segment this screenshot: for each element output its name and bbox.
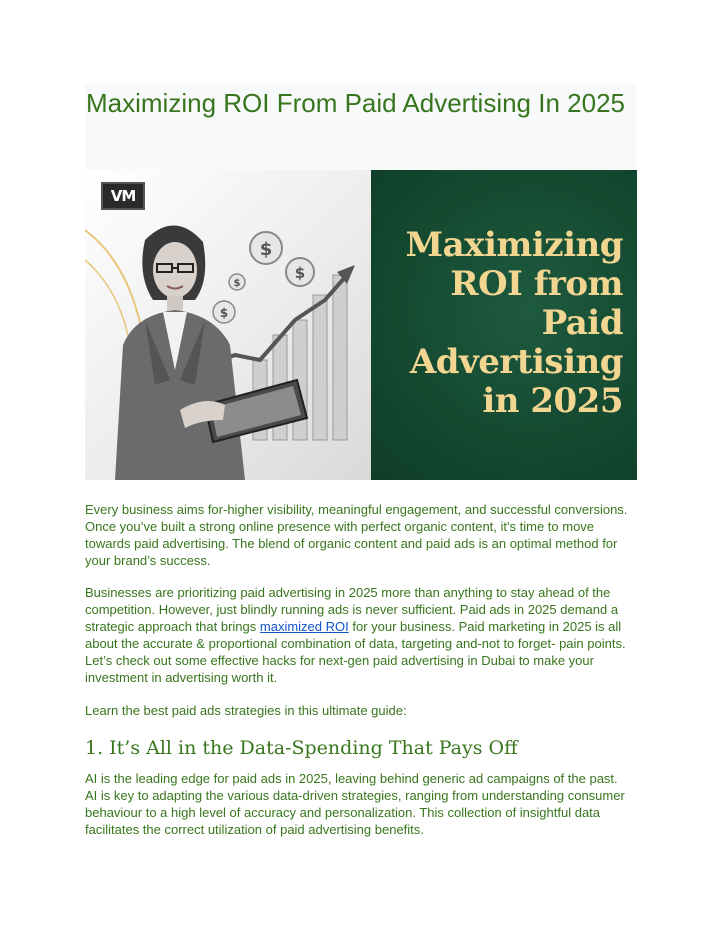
paragraph-text: for your business. Paid marketing in 2025 is all about the accurate & proportional combination of data, targeting and-not to forget- pain points. Let’s check out some effective hacks for next-gen paid advertising in Dubai to make your investment in advertising worth it.	[85, 619, 626, 685]
page-title: Maximizing ROI From Paid Advertising In 2025	[86, 88, 625, 118]
businesswoman-chart-illustration	[85, 170, 371, 480]
hero-title-line: ROI from	[450, 264, 623, 304]
hero-title-panel	[371, 170, 637, 480]
svg-text:$: $	[259, 239, 273, 260]
paragraph-priorities	[85, 584, 630, 686]
dollar-coin-icon	[250, 232, 282, 264]
section-heading: 1. It’s All in the Data-Spending That Pays Off	[85, 737, 518, 759]
hero-image	[85, 170, 637, 480]
svg-text:$: $	[219, 306, 229, 320]
hero-illustration	[85, 170, 371, 480]
paragraph-ai: AI is the leading edge for paid ads in 2025, leaving behind generic ad campaigns of the past. AI is key to adapting the various data-driven strategies, ranging from understanding consumer behaviour to a high level of accuracy and personalization. This collection of insightful data facilitates the correct utilization of paid advertising benefits.	[85, 771, 625, 837]
paragraph-intro: Every business aims for-higher visibility, meaningful engagement, and successful conversions. Once you’ve built a strong online presence with perfect organic content, it's time to move towards paid advertising. The blend of organic content and paid ads is an optimal method for your brand’s success.	[85, 502, 628, 568]
svg-text:$: $	[233, 278, 241, 289]
hero-title-line: Paid	[541, 303, 623, 343]
dollar-coin-icon	[286, 258, 314, 286]
hero-title-line: in 2025	[482, 381, 623, 421]
businesswoman-figure	[115, 225, 245, 480]
chart-bar-5	[333, 275, 347, 440]
title-box	[85, 84, 636, 170]
paragraph-guide-intro: Learn the best paid ads strategies in this ultimate guide:	[85, 703, 407, 718]
hero-title-line: Advertising	[409, 342, 623, 382]
svg-text:$: $	[294, 264, 306, 282]
paragraph-text: Businesses are prioritizing paid advertising in 2025 more than anything to stay ahead of the competition. However, just blindly running ads is never sufficient. Paid ads in 2025 demand a strategic approach that brings	[85, 585, 619, 634]
dollar-coin-icon	[229, 274, 245, 290]
hero-title	[373, 226, 623, 421]
hero-title-line: Maximizing	[405, 225, 623, 265]
chart-bar-4	[313, 295, 327, 440]
maximized-roi-link[interactable]: maximized ROI	[259, 619, 349, 634]
dollar-coin-icon	[213, 301, 235, 323]
brand-logo: VM	[101, 182, 145, 210]
